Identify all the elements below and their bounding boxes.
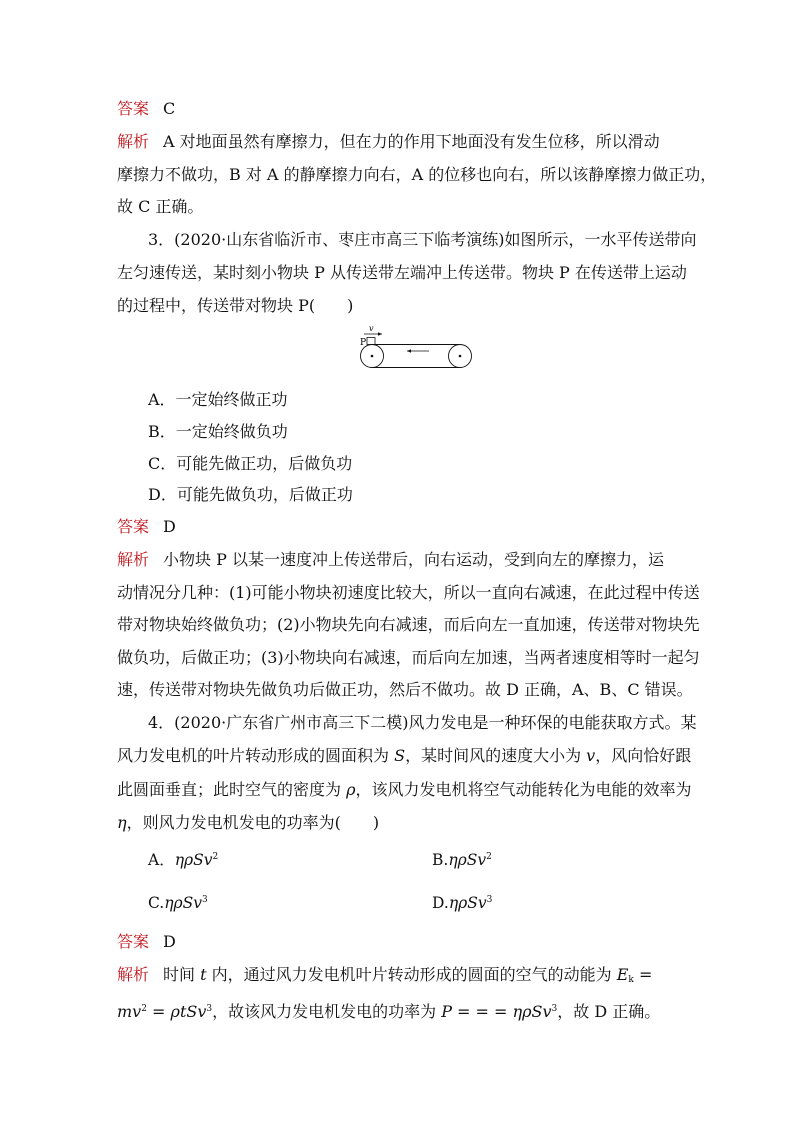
- velocity-label: v: [369, 324, 374, 333]
- q4-stem-line-4: [117, 813, 379, 833]
- q3-analysis-line-2: 动情况分几种：(1)可能小物块初速度比较大，所以一直向右减速，在此过程中传送: [117, 583, 700, 602]
- stem-text: 风力发电机的叶片转动形成的圆面积为: [117, 746, 395, 765]
- q4-option-b: [432, 850, 492, 870]
- symbol-v: v: [586, 746, 596, 765]
- stem-text: ，则风力发电机发电的功率为( ): [126, 813, 380, 832]
- stem-text: ，该风力发电机将空气动能转化为电能的效率为: [355, 780, 692, 799]
- q2-answer-line: [117, 99, 175, 119]
- option-exponent: 2: [212, 852, 219, 862]
- conveyor-belt-diagram: [355, 322, 480, 372]
- stem-text: ，风向恰好跟: [595, 746, 692, 765]
- left-pulley-axle: [371, 355, 374, 358]
- q4-stem-line-3: [117, 780, 692, 800]
- formula-mv: mv: [117, 1002, 142, 1021]
- block-label: P: [360, 338, 367, 348]
- q2-analysis-line-3: 故 C 正确。: [117, 197, 204, 216]
- option-prefix: A．: [148, 851, 175, 869]
- q3-option-d: D．可能先做负功，后做正功: [148, 485, 353, 504]
- analysis-text: 时间: [163, 965, 201, 984]
- option-expr: ηρSv: [448, 894, 487, 912]
- q3-analysis-line-3: 带对物块始终做负功；(2)小物块先向右减速，而后向左一直加速，传送带对物块先: [117, 615, 700, 634]
- block-p: [367, 338, 375, 345]
- q4-analysis-line-2: [117, 1002, 660, 1022]
- analysis-text: =: [633, 965, 653, 984]
- answer-value: D: [163, 517, 176, 536]
- subscript-k: k: [628, 975, 634, 985]
- formula-power: = = = ηρSv: [451, 1002, 552, 1021]
- option-prefix: D.: [432, 894, 449, 912]
- option-exponent: 2: [486, 852, 492, 862]
- q3-analysis-line-1: [117, 550, 664, 570]
- q2-analysis-line-2: 摩擦力不做功，B 对 A 的静摩擦力向右，A 的位移也向右，所以该静摩擦力做正功，: [117, 165, 717, 184]
- q2-analysis-line-1: [117, 132, 660, 152]
- option-expr: ηρSv: [448, 851, 487, 869]
- q4-answer-line: [117, 932, 176, 952]
- exponent: 3: [551, 1004, 558, 1014]
- q3-option-a: A．一定始终做正功: [148, 390, 288, 409]
- q3-analysis-line-5: 速，传送带对物块先做负功后做正功，然后不做功。故 D 正确，A、B、C 错误。: [117, 680, 693, 699]
- symbol-t: t: [200, 965, 207, 984]
- option-expr: ηρSv: [174, 851, 213, 869]
- symbol-e: E: [616, 965, 629, 984]
- analysis-text: A 对地面虽然有摩擦力，但在力的作用下地面没有发生位移，所以滑动: [163, 132, 660, 151]
- q3-stem-line-3: 的过程中，传送带对物块 P( ): [117, 296, 354, 315]
- answer-tag: 答案: [117, 99, 150, 118]
- answer-value: D: [163, 932, 176, 951]
- stem-text: 此圆面垂直；此时空气的密度为: [117, 780, 347, 799]
- analysis-text: 内，通过风力发电机叶片转动形成的圆面的空气的动能为: [206, 965, 617, 984]
- answer-tag: 答案: [117, 517, 150, 536]
- exponent: 3: [206, 1004, 213, 1014]
- symbol-p: P: [441, 1002, 452, 1021]
- analysis-tag: 解析: [117, 965, 150, 984]
- analysis-tag: 解析: [117, 550, 150, 569]
- q3-option-c: C．可能先做正功，后做负功: [148, 454, 353, 473]
- analysis-text: 小物块 P 以某一速度冲上传送带后，向右运动，受到向左的摩擦力，运: [163, 550, 664, 569]
- q3-answer-line: [117, 517, 176, 537]
- q4-option-c: [148, 893, 208, 913]
- stem-text: ，某时间风的速度大小为: [405, 746, 587, 765]
- symbol-eta: η: [117, 813, 127, 832]
- analysis-text: ，故 D 正确。: [557, 1002, 661, 1021]
- q4-option-d: [432, 893, 492, 913]
- symbol-rho: ρ: [346, 780, 356, 799]
- formula-rho: = ρtSv: [146, 1002, 207, 1021]
- analysis-tag: 解析: [117, 132, 150, 151]
- option-expr: ηρSv: [164, 894, 203, 912]
- option-prefix: B.: [432, 851, 449, 869]
- option-prefix: C.: [148, 894, 165, 912]
- q3-stem-line-1: 3．(2020·山东省临沂市、枣庄市高三下临考演练)如图所示，一水平传送带向: [148, 230, 697, 249]
- q4-stem-line-2: [117, 746, 691, 766]
- q3-option-b: B．一定始终做负功: [148, 422, 288, 441]
- conveyor-belt-figure: [355, 322, 480, 376]
- q4-option-a: [148, 850, 218, 870]
- right-pulley-axle: [459, 355, 462, 358]
- answer-tag: 答案: [117, 932, 150, 951]
- q3-stem-line-2: 左匀速传送，某时刻小物块 P 从传送带左端冲上传送带。物块 P 在传送带上运动: [117, 263, 687, 282]
- exponent: 2: [141, 1004, 147, 1014]
- q4-stem-line-1: 4．(2020·广东省广州市高三下二模)风力发电是一种环保的电能获取方式。某: [148, 713, 697, 732]
- velocity-arrow-head: [378, 332, 382, 335]
- q3-analysis-line-4: 做负功，后做正功；(3)小物块向右减速，而后向左加速，当两者速度相等时一起匀: [117, 648, 700, 667]
- option-exponent: 3: [202, 895, 208, 905]
- option-exponent: 3: [486, 895, 493, 905]
- q4-analysis-line-1: [117, 965, 652, 985]
- symbol-s: S: [394, 746, 406, 765]
- belt-direction-arrow-head: [407, 349, 411, 352]
- answer-value: C: [163, 99, 176, 118]
- analysis-text: ，故该风力发电机发电的功率为: [212, 1002, 442, 1021]
